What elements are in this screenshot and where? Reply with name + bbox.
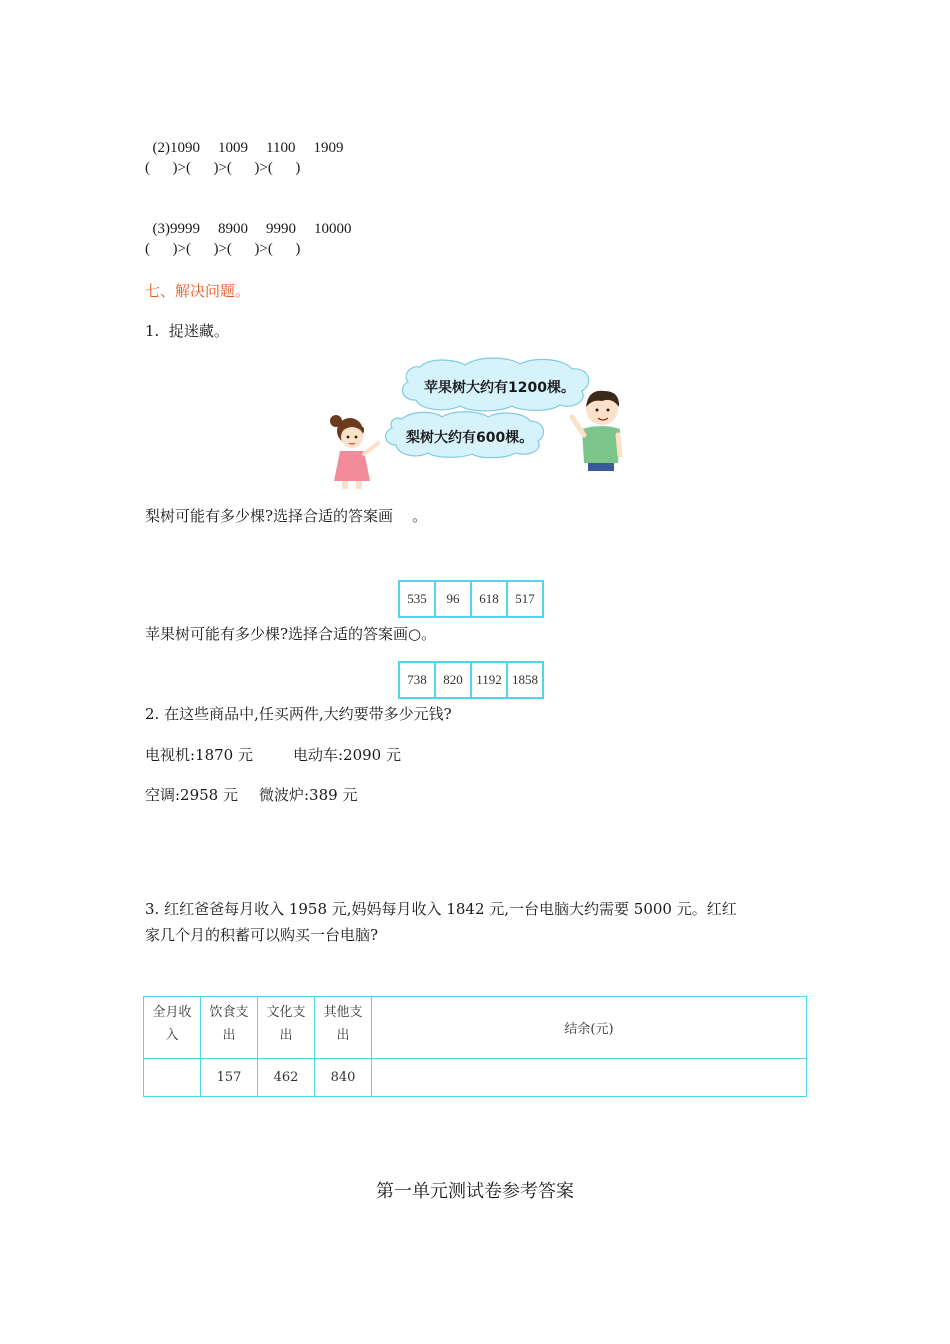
q3-number: 10000 (314, 221, 352, 237)
header-income: 全月收入 (144, 997, 201, 1059)
problem-2-question: 2. 在这些商品中,任买两件,大约要带多少元钱? (145, 705, 452, 723)
pear-option[interactable]: 618 (471, 581, 507, 617)
q2-number: 1090 (170, 140, 200, 156)
problem-3-question-line2: 家几个月的积蓄可以购买一台电脑? (145, 926, 379, 944)
header-culture: 文化支出 (258, 997, 315, 1059)
cell-other: 840 (315, 1059, 372, 1097)
q2-number: 1009 (218, 140, 248, 156)
problem-3-question-line1: 3. 红红爸爸每月收入 1958 元,妈妈每月收入 1842 元,一台电脑大约需要 5000 元。红红 (145, 900, 737, 918)
q2-number: 1909 (313, 140, 344, 156)
pear-option[interactable]: 535 (399, 581, 435, 617)
apple-option[interactable]: 1192 (471, 662, 507, 698)
girl-figure (330, 415, 378, 489)
cell-income[interactable] (144, 1059, 201, 1097)
apple-question: 苹果树可能有多少棵?选择合适的答案画○。 (145, 625, 437, 643)
q2-number: 1100 (266, 140, 296, 156)
cell-balance[interactable] (372, 1059, 807, 1097)
header-balance: 结余(元) (372, 997, 807, 1059)
boy-speech-text: 苹果树大约有1200棵。 (424, 380, 575, 396)
cell-culture: 462 (258, 1059, 315, 1097)
item-ac: 空调:2958 元 (145, 786, 238, 804)
pear-options-table (398, 580, 544, 618)
apple-options-table (398, 661, 544, 699)
pear-option[interactable]: 96 (435, 581, 471, 617)
q3-number: 9990 (266, 221, 296, 237)
budget-table (143, 996, 807, 1097)
apple-option[interactable]: 820 (435, 662, 471, 698)
pear-option[interactable]: 517 (507, 581, 543, 617)
q3-row (145, 199, 352, 239)
q3-order-blanks[interactable]: ( )>( )>( )>( ) (145, 241, 301, 257)
apple-option[interactable]: 738 (399, 662, 435, 698)
section-heading: 七、解决问题。 (145, 282, 251, 300)
boy-speech-bubble (402, 358, 588, 411)
q3-number: 9999 (170, 221, 200, 237)
hide-and-seek-illustration (320, 355, 630, 490)
header-food: 饮食支出 (201, 997, 258, 1059)
girl-speech-bubble (386, 412, 544, 458)
cell-food: 157 (201, 1059, 258, 1097)
pear-question: 梨树可能有多少棵?选择合适的答案画 。 (145, 507, 428, 525)
apple-option[interactable]: 1858 (507, 662, 543, 698)
q2-row (145, 118, 343, 158)
q2-label: (2) (152, 140, 170, 156)
item-tv: 电视机:1870 元 (145, 746, 253, 764)
item-ebike: 电动车:2090 元 (293, 746, 401, 764)
problem-1-title: 1. 捉迷藏。 (145, 322, 229, 340)
q2-order-blanks[interactable]: ( )>( )>( )>( ) (145, 160, 301, 176)
girl-speech-text: 梨树大约有600棵。 (406, 430, 534, 446)
header-other: 其他支出 (315, 997, 372, 1059)
item-microwave: 微波炉:389 元 (259, 786, 358, 804)
q3-number: 8900 (218, 221, 248, 237)
answers-title: 第一单元测试卷参考答案 (376, 1181, 574, 1202)
q3-label: (3) (152, 221, 170, 237)
